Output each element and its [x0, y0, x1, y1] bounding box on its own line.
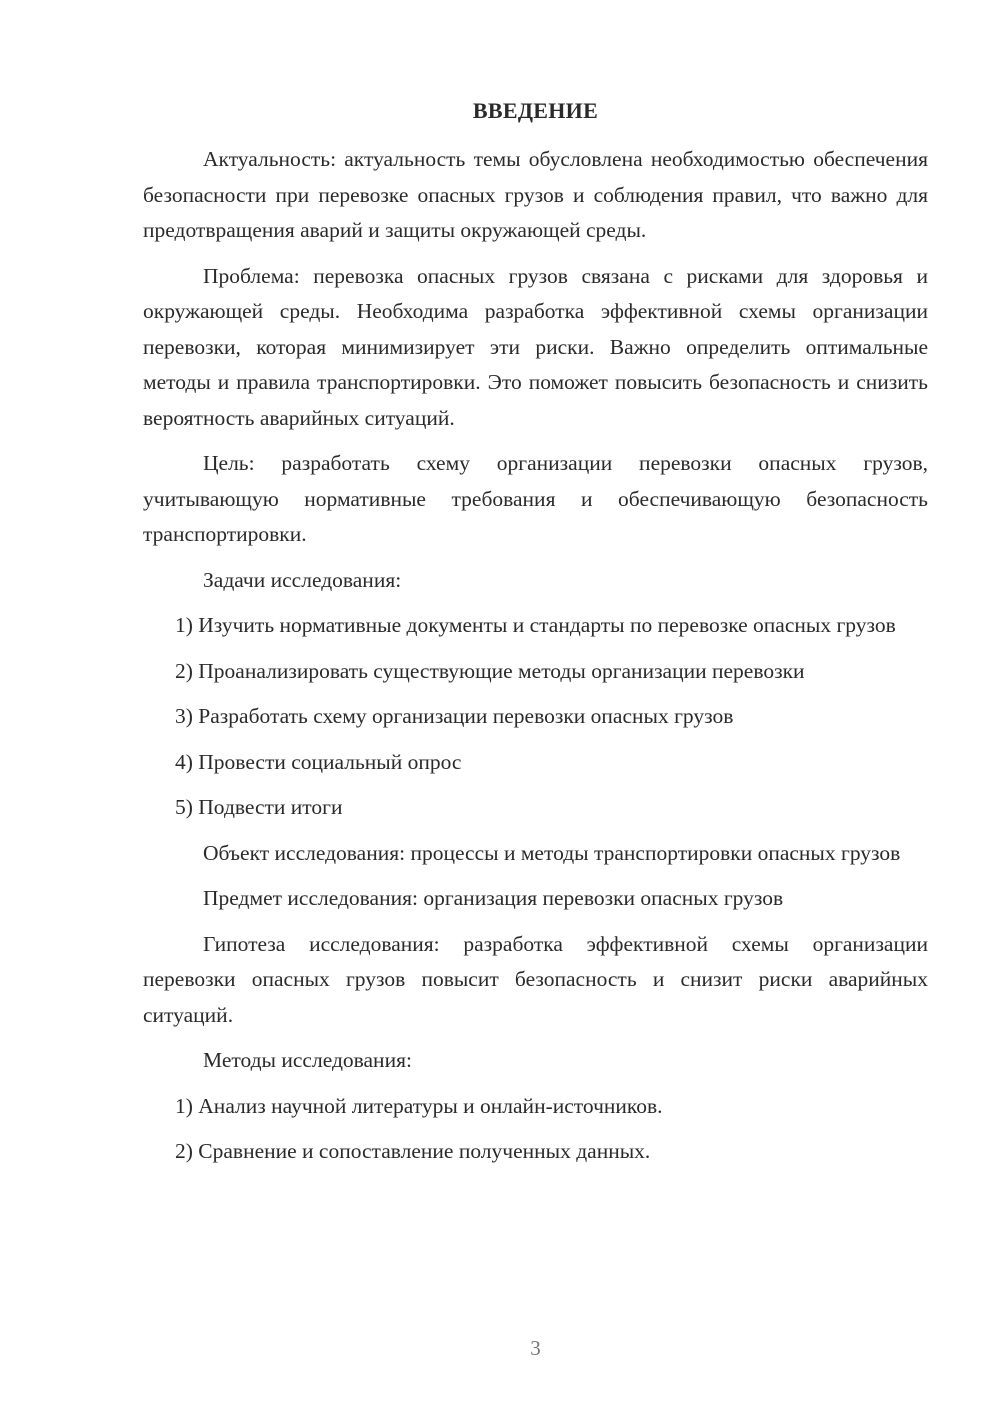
- paragraph-goal: Цель: разработать схему организации перевозки опасных грузов, учитывающую нормативные требования и обеспечивающую безопасность транспортировки.: [143, 451, 928, 546]
- document-page: [143, 0, 928, 1414]
- document-body: [143, 142, 928, 1180]
- methods-heading: Методы исследования:: [203, 1048, 412, 1072]
- tasks-heading: Задачи исследования:: [203, 567, 402, 592]
- paragraph-subject: Предмет исследования: организация перевозки опасных грузов: [203, 886, 784, 910]
- method-item-1: 1) Анализ научной литературы и онлайн-источников.: [175, 1093, 663, 1118]
- task-item-3: 3) Разработать схему организации перевозки опасных грузов: [175, 704, 734, 728]
- page-number: 3: [530, 1336, 541, 1360]
- section-title: ВВЕДЕНИЕ: [472, 98, 599, 123]
- paragraph-object: Объект исследования: процессы и методы транспортировки опасных грузов: [203, 840, 901, 865]
- method-item-2: 2) Сравнение и сопоставление полученных данных.: [175, 1139, 651, 1163]
- task-item-1: 1) Изучить нормативные документы и стандарты по перевозке опасных грузов: [175, 613, 896, 637]
- paragraph-relevance: Актуальность: актуальность темы обусловлена необходимостью обеспечения безопасности при перевозке опасных грузов и соблюдения правил, что важно для предотвращения аварий и защиты окружающей среды.: [143, 147, 928, 242]
- task-item-4: 4) Провести социальный опрос: [175, 749, 462, 774]
- paragraph-hypothesis: Гипотеза исследования: разработка эффективной схемы организации перевозки опасных грузов повысит безопасность и снизит риски аварийных ситуаций.: [143, 931, 928, 1027]
- task-item-5: 5) Подвести итоги: [175, 795, 343, 819]
- paragraph-problem: Проблема: перевозка опасных грузов связана с рисками для здоровья и окружающей среды. Необходима разработка эффективной схемы организации перевозки, которая минимизирует эти риски. Важно определить оптимальные методы и правила транспортировки. Это поможет повысить безопасность и снизить вероятность аварийных ситуаций.: [143, 263, 928, 430]
- task-item-2: 2) Проанализировать существующие методы организации перевозки: [175, 658, 805, 683]
